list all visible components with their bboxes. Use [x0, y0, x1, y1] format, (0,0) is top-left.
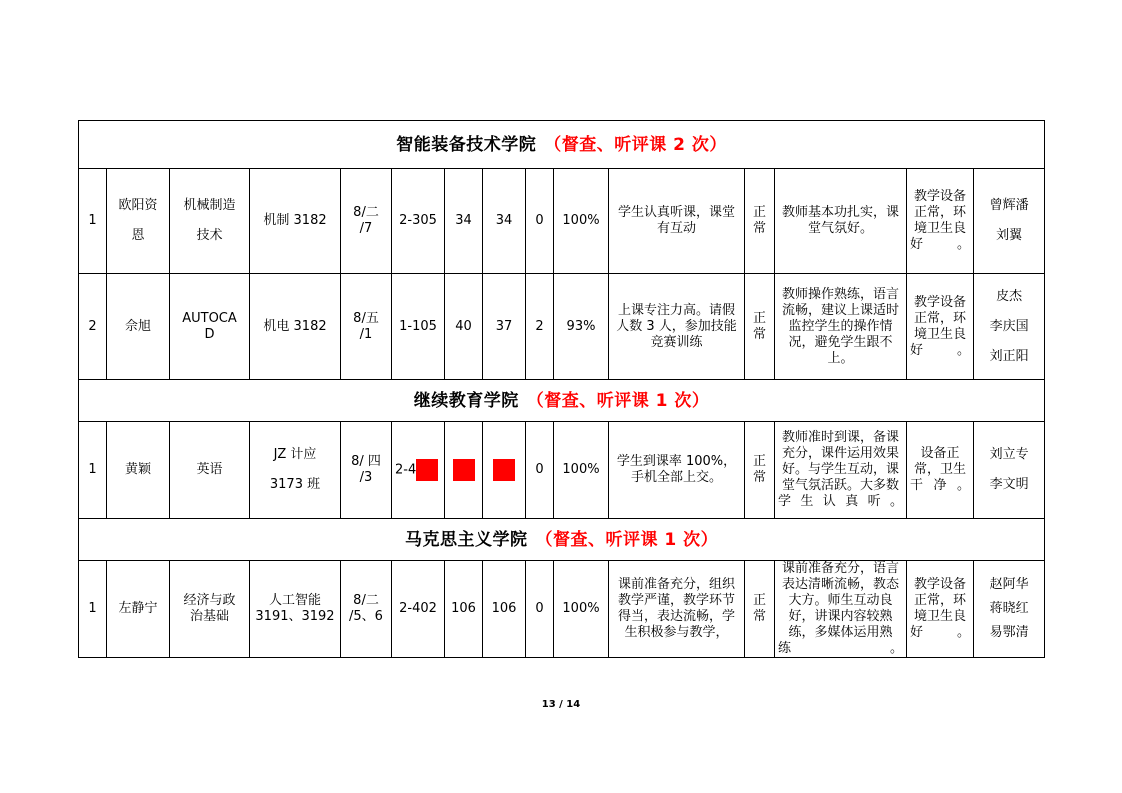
teacher-cell: 欧阳资 恩 [107, 169, 170, 274]
course-cell: 机械制造 技术 [170, 169, 250, 274]
environment-cell: 教学设备正常，环境卫生良好。 [907, 274, 974, 380]
table-row [79, 169, 1045, 274]
teaching-cell: 教师基本功扎实，课堂气氛好。 [775, 169, 907, 274]
date-cell: 8/二 /5、6 [341, 561, 392, 658]
class-cell: 机制 3182 [250, 169, 341, 274]
start-cell: 正常 [745, 169, 775, 274]
absent-cell: 0 [526, 561, 554, 658]
actual-attend-cell: 106 [483, 561, 526, 658]
rate-cell: 100% [554, 561, 609, 658]
study-cell: 课前准备充分，组织教学严谨，教学环节得当，表达流畅，学生积极参与教学， [609, 561, 745, 658]
room-cell: 2-4 [392, 422, 445, 519]
course-cell: 英语 [170, 422, 250, 519]
class-cell: 机电 3182 [250, 274, 341, 380]
inspector-cell: 皮杰 李庆国 刘正阳 [974, 274, 1045, 380]
row-number: 1 [79, 422, 107, 519]
date-cell: 8/ 四 /3 [341, 422, 392, 519]
class-cell: JZ 计应 3173 班 [250, 422, 341, 519]
redaction-mark [493, 459, 515, 481]
section-name: 马克思主义学院 [405, 529, 528, 550]
teacher-cell: 佘旭 [107, 274, 170, 380]
row-number: 2 [79, 274, 107, 380]
teacher-cell: 黄颖 [107, 422, 170, 519]
table-row [79, 274, 1045, 380]
course-cell: AUTOCA D [170, 274, 250, 380]
should-attend-cell: 34 [445, 169, 483, 274]
section-name: 继续教育学院 [413, 390, 519, 411]
course-cell: 经济与政 治基础 [170, 561, 250, 658]
room-cell: 2-402 [392, 561, 445, 658]
section-title [79, 380, 1045, 422]
environment-cell: 设备正常，卫生干净。 [907, 422, 974, 519]
should-attend-cell: 40 [445, 274, 483, 380]
class-cell: 人工智能 3191、3192 [250, 561, 341, 658]
start-cell: 正常 [745, 274, 775, 380]
start-cell: 正常 [745, 422, 775, 519]
study-cell: 学生到课率 100%，手机全部上交。 [609, 422, 745, 519]
rate-cell: 100% [554, 169, 609, 274]
date-cell: 8/五 /1 [341, 274, 392, 380]
section-header [79, 121, 1045, 169]
table-row [79, 561, 1045, 658]
study-cell: 上课专注力高。请假人数 3 人，参加技能竞赛训练 [609, 274, 745, 380]
section-title [79, 519, 1045, 561]
teaching-cell: 教师操作熟练，语言流畅，建议上课适时监控学生的操作情况，避免学生跟不上。 [775, 274, 907, 380]
should-attend-cell [445, 422, 483, 519]
actual-attend-cell [483, 422, 526, 519]
inspection-table [78, 120, 1045, 658]
redaction-mark [453, 459, 475, 481]
start-cell: 正常 [745, 561, 775, 658]
section-note: （督查、听评课 1 次） [535, 529, 719, 550]
room-cell: 2-305 [392, 169, 445, 274]
redaction-mark [416, 459, 438, 481]
actual-attend-cell: 34 [483, 169, 526, 274]
environment-cell: 教学设备正常，环境卫生良好。 [907, 561, 974, 658]
row-number: 1 [79, 169, 107, 274]
absent-cell: 0 [526, 169, 554, 274]
teacher-cell: 左静宁 [107, 561, 170, 658]
should-attend-cell: 106 [445, 561, 483, 658]
environment-cell: 教学设备正常，环境卫生良好。 [907, 169, 974, 274]
study-cell: 学生认真听课，课堂有互动 [609, 169, 745, 274]
room-cell: 1-105 [392, 274, 445, 380]
section-note: （督查、听评课 2 次） [544, 134, 727, 155]
teaching-cell: 教师准时到课，备课充分，课件运用效果好。与学生互动，课堂气氛活跃。大多数学生认真听。 [775, 422, 907, 519]
inspector-cell: 曾辉潘 刘翼 [974, 169, 1045, 274]
absent-cell: 0 [526, 422, 554, 519]
section-header [79, 380, 1045, 422]
section-note: （督查、听评课 1 次） [526, 390, 710, 411]
teaching-cell: 课前准备充分，语言表达清晰流畅，教态大方。师生互动良好，讲课内容较熟练，多媒体运用熟练。 [775, 561, 907, 658]
rate-cell: 93% [554, 274, 609, 380]
date-cell: 8/二 /7 [341, 169, 392, 274]
absent-cell: 2 [526, 274, 554, 380]
inspector-cell: 赵阿华 蒋晓红 易鄂清 [974, 561, 1045, 658]
table-row [79, 422, 1045, 519]
actual-attend-cell: 37 [483, 274, 526, 380]
section-name: 智能装备技术学院 [396, 134, 537, 155]
rate-cell: 100% [554, 422, 609, 519]
row-number: 1 [79, 561, 107, 658]
section-header [79, 519, 1045, 561]
section-title [79, 121, 1045, 169]
inspector-cell: 刘立专 李文明 [974, 422, 1045, 519]
page-number: 13 / 14 [541, 699, 581, 710]
